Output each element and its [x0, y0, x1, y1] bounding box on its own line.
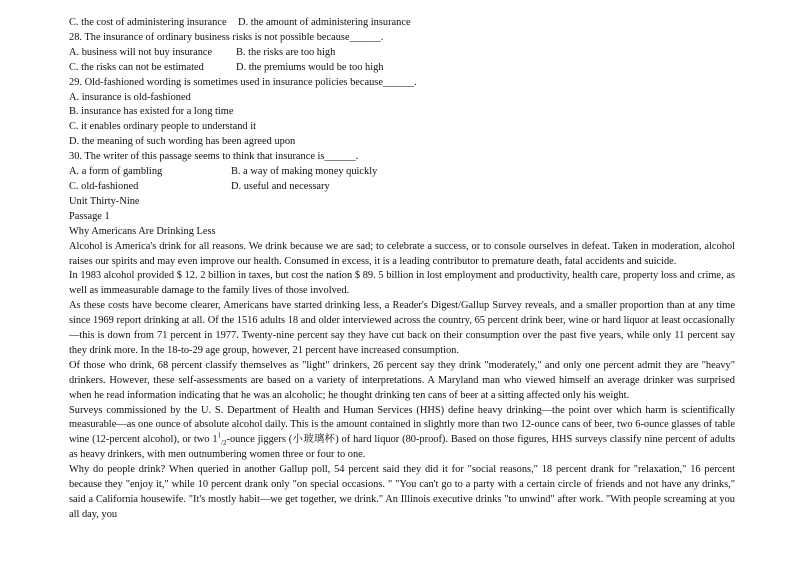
fraction-denominator: /2: [221, 439, 227, 448]
q28-option-c: C. the risks can not be estimated: [69, 61, 204, 73]
q28-option-b: B. the risks are too high: [236, 46, 336, 58]
q30-option-a: A. a form of gambling: [69, 166, 163, 178]
passage-label: Passage 1: [69, 210, 110, 222]
q28-options-ab: [69, 46, 735, 61]
q30-options-ab: [69, 165, 735, 180]
paragraph-1: Alcohol is America's drink for all reasons. We drink because we are sad; to celebrate a success, or to console ourselves in defeat. Taken in moderation, alcohol raises our spirits and may even improve our health. Consumed in excess, it is a leading contributor to premature death, fatal accidents and suicide.: [69, 240, 735, 267]
q29-stem: 29. Old-fashioned wording is sometimes used in insurance policies because______.: [69, 76, 417, 88]
q30-option-d: D. useful and necessary: [231, 180, 330, 192]
q28-options-cd: [69, 61, 735, 76]
paragraph-5-part-a: Surveys commissioned by the U. S. Department of Health and Human Services (HHS) define heavy drinking—the point over which harm is scientifically measurable—as one ounce of absolute alcohol daily. This is the amount contained in slightly more than two 12-ounce cans of beer, two 6-ounce glasses of table wine (12-percent alcohol), or two 1: [69, 404, 735, 446]
q28-option-a: A. business will not buy insurance: [69, 46, 213, 58]
passage-title: Why Americans Are Drinking Less: [69, 225, 216, 237]
paragraph-6: Why do people drink? When queried in another Gallup poll, 54 percent said they did it for "social reasons," 18 percent drank for "relaxation," 16 percent because they "enjoy it," while 10 percent drank only "on special occasions. " "You can't go to a party with a certain circle of friends and not have any drinks," said a California housewife. "It's mostly habit—we get together, we drink." An Illinois executive drinks "to unwind" after work. "With people screaming at you all day, you: [69, 464, 735, 520]
q30-option-c: C. old-fashioned: [69, 180, 139, 192]
paragraph-5: [69, 404, 735, 464]
q28-stem: 28. The insurance of ordinary business risks is not possible because______.: [69, 31, 384, 43]
paragraph-4: Of those who drink, 68 percent classify themselves as "light" drinkers, 26 percent say they drink "moderately," and only one percent admit they are "heavy" drinkers. However, these self-assessments are based on a variety of interpretations. A Maryland man who viewed himself an average drinker was surprised when he read information indicating that he was an alcoholic; he thought drinking ten cans of beer at a sitting affected only his weight.: [69, 359, 735, 401]
q30-option-b: B. a way of making money quickly: [231, 166, 378, 178]
q30-options-cd: [69, 180, 735, 195]
q28-option-d: D. the premiums would be too high: [236, 61, 384, 73]
q27-options: [69, 16, 735, 31]
q27-option-c: C. the cost of administering insurance: [69, 17, 227, 28]
unit-heading: Unit Thirty-Nine: [69, 195, 140, 207]
q29-option-a: A. insurance is old-fashioned: [69, 91, 191, 103]
q30-stem: 30. The writer of this passage seems to think that insurance is______.: [69, 151, 359, 163]
paragraph-5-part-b: -ounce jiggers (小玻璃杯) of hard liquor (80-proof). Based on those figures, HHS surveys classify nine percent of adults as heavy drinkers, with men outnumbering women three or four to one.: [69, 434, 735, 461]
fraction-numerator: 1: [217, 431, 222, 440]
q27-option-d: D. the amount of administering insurance: [238, 17, 411, 28]
paragraph-2: In 1983 alcohol provided $ 12. 2 billion in taxes, but cost the nation $ 89. 5 billion in lost employment and productivity, health care, property loss and crime, as well as immeasurable damage to the family lives of those involved.: [69, 270, 735, 297]
q29-option-c: C. it enables ordinary people to understand it: [69, 121, 256, 133]
q29-option-d: D. the meaning of such wording has been agreed upon: [69, 136, 296, 148]
q29-option-b: B. insurance has existed for a long time: [69, 106, 234, 118]
text-column: [69, 16, 735, 523]
paragraph-3: As these costs have become clearer, Americans have started drinking less, a Reader's Digest/Gallup Survey reveals, and a smaller proportion than at any time since 1969 report drinking at all. Of the 1516 adults 18 and older interviewed across the country, 65 percent drink beer, wine or hard liquor at least occasionally—this is down from 71 percent in 1977. Twenty-nine percent say they have cut back on their consumption over the past five years, while only 11 percent say they drink more. In the 18-to-29 age group, however, 21 percent have increased consumption.: [69, 300, 735, 356]
